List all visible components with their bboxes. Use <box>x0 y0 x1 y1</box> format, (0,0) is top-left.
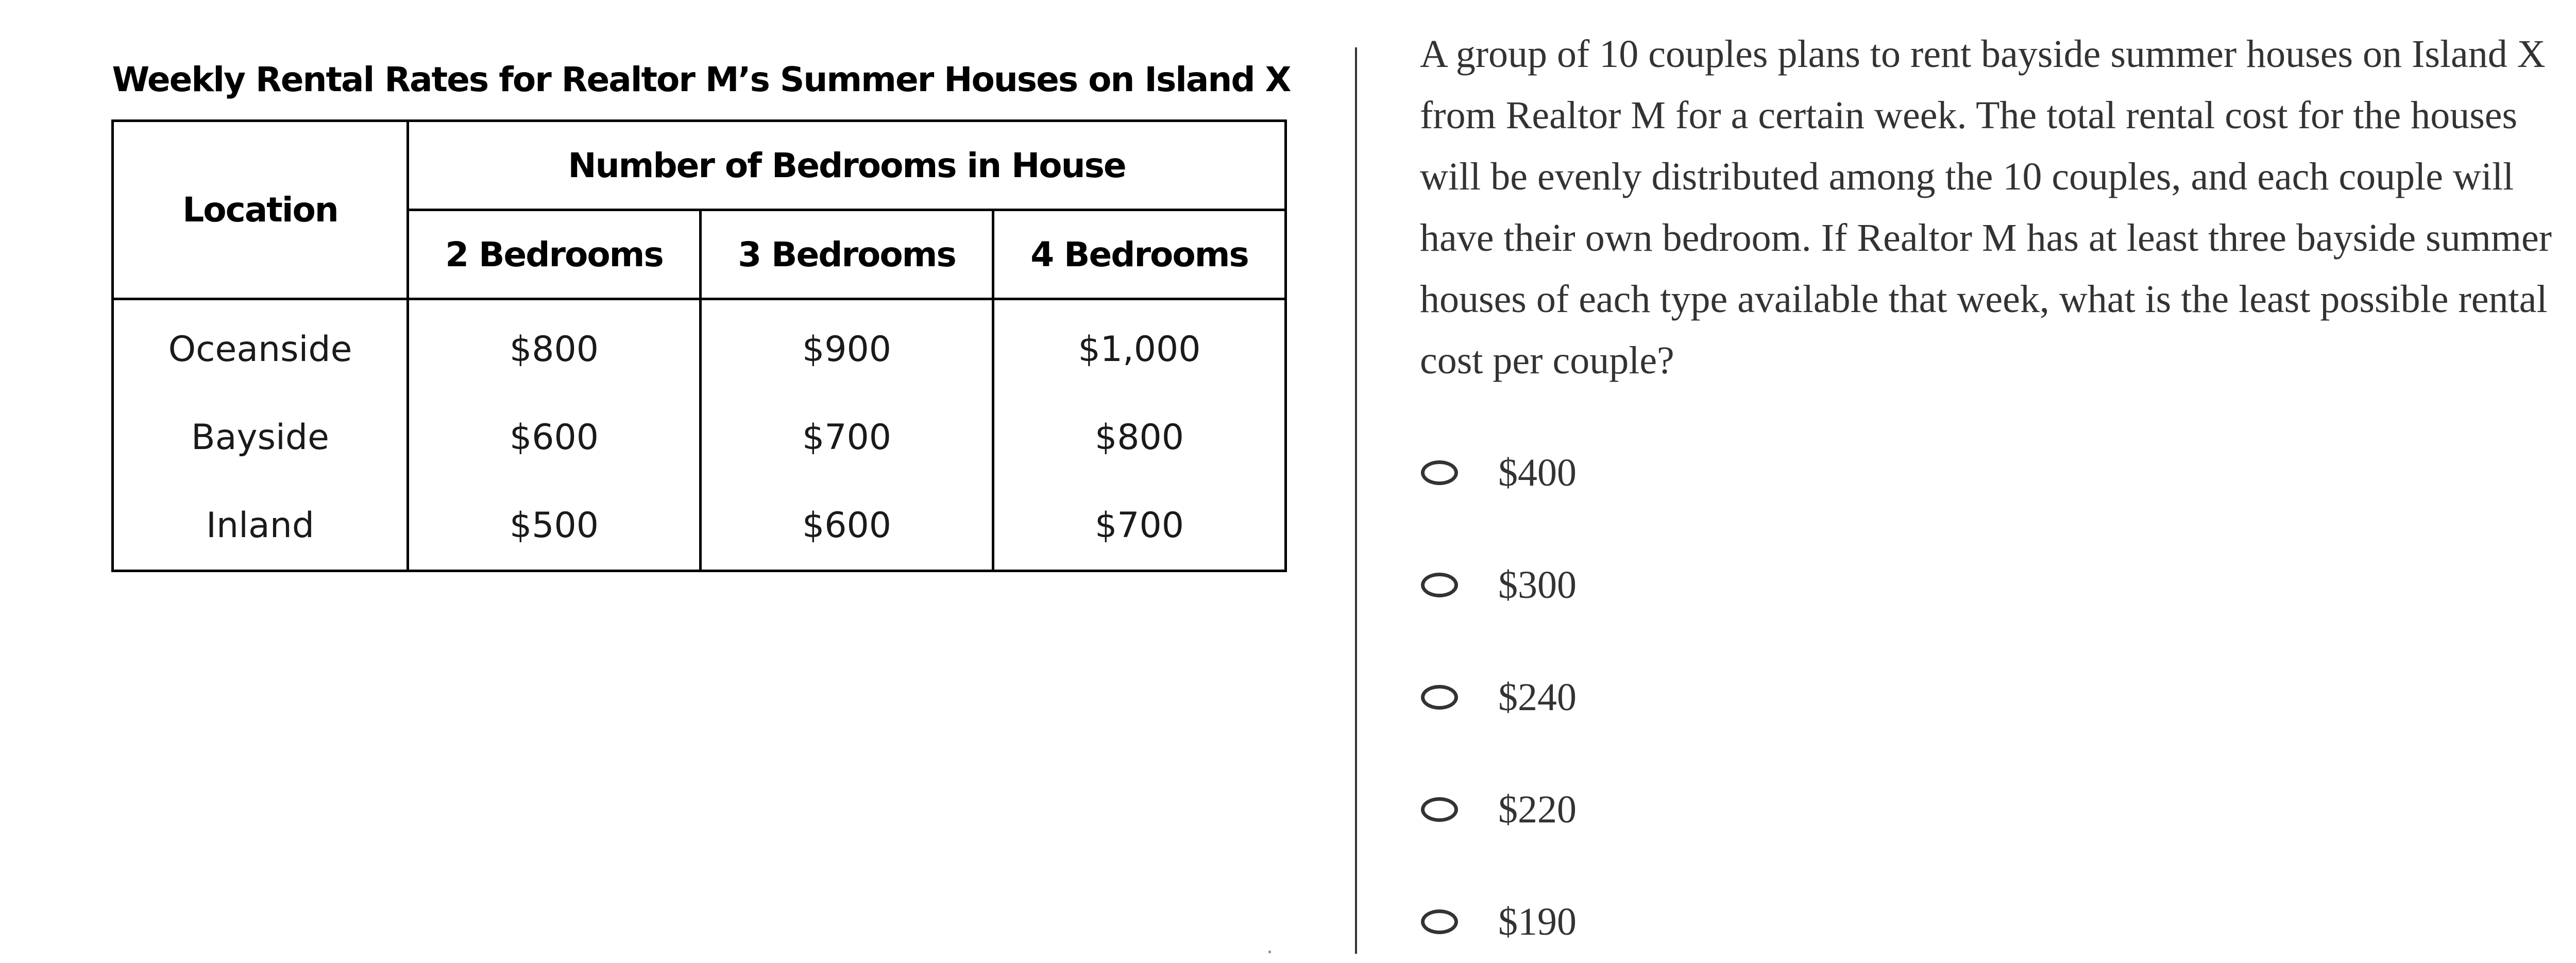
rate-cell: $500 <box>408 482 701 571</box>
answer-option-label: $240 <box>1498 676 1577 719</box>
rate-cell: $800 <box>993 393 1286 482</box>
rate-cell: $800 <box>408 299 701 394</box>
radio-button-icon[interactable] <box>1421 685 1458 710</box>
radio-button-icon[interactable] <box>1421 909 1458 934</box>
pane-divider[interactable] <box>1355 47 1357 954</box>
radio-button-icon[interactable] <box>1421 460 1458 485</box>
column-header-3-bedrooms: 3 Bedrooms <box>701 210 993 299</box>
row-label: Bayside <box>113 393 408 482</box>
column-header-4-bedrooms: 4 Bedrooms <box>993 210 1286 299</box>
answer-option-label: $300 <box>1498 563 1577 607</box>
column-header-2-bedrooms: 2 Bedrooms <box>408 210 701 299</box>
rate-cell: $700 <box>701 393 993 482</box>
table-row-bayside <box>113 393 1286 482</box>
table-title: Weekly Rental Rates for Realtor M’s Summer Houses on Island X <box>112 60 1291 99</box>
stray-mark <box>1268 951 1271 953</box>
rate-cell: $1,000 <box>993 299 1286 394</box>
answer-option-label: $190 <box>1498 900 1577 943</box>
answer-option-c[interactable] <box>1421 666 1885 728</box>
answer-option-d[interactable] <box>1421 779 1885 840</box>
rate-cell: $900 <box>701 299 993 394</box>
table-row-oceanside <box>113 299 1286 394</box>
question-text: A group of 10 couples plans to rent bayside summer houses on Island X from Realtor M for a certain week. The total rental cost for the houses will be evenly distributed among the 10 couples, and each couple will have their own bedroom. If Realtor M has at least three bayside summer houses of each type available that week, what is the least possible rental cost per couple? <box>1420 32 2552 382</box>
rate-cell: $600 <box>408 393 701 482</box>
radio-button-icon[interactable] <box>1421 797 1458 822</box>
rate-cell: $600 <box>701 482 993 571</box>
answer-option-b[interactable] <box>1421 554 1885 616</box>
table-row-inland <box>113 482 1286 571</box>
rental-rates-table <box>111 119 1287 572</box>
answer-option-label: $220 <box>1498 788 1577 831</box>
location-header: Location <box>113 121 408 299</box>
bedrooms-group-header: Number of Bedrooms in House <box>408 121 1286 210</box>
answer-option-label: $400 <box>1498 451 1577 494</box>
answer-options <box>1391 0 2576 963</box>
answer-option-a[interactable] <box>1421 442 1885 504</box>
rate-cell: $700 <box>993 482 1286 571</box>
row-label: Oceanside <box>113 299 408 394</box>
answer-option-e[interactable] <box>1421 891 1885 953</box>
row-label: Inland <box>113 482 408 571</box>
radio-button-icon[interactable] <box>1421 573 1458 597</box>
question-pane <box>1391 0 2576 963</box>
